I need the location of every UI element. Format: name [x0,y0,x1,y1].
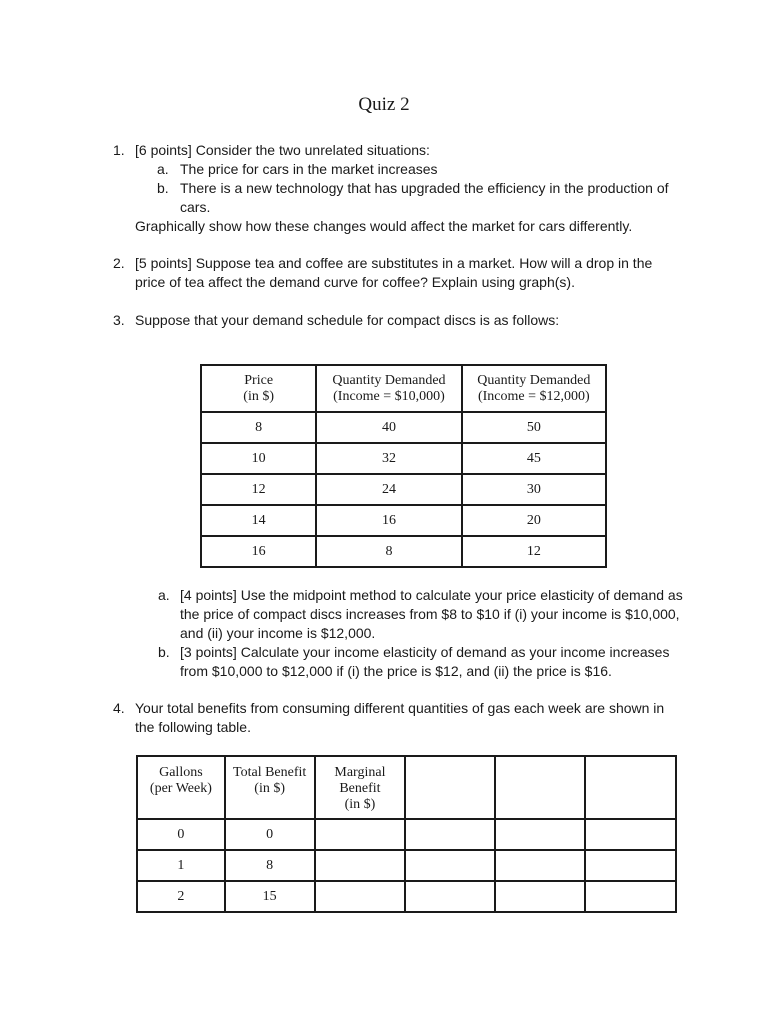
item-text: The price for cars in the market increases [180,161,438,177]
table-cell: 14 [201,505,316,536]
table-header: Price (in $) [201,365,316,412]
table-header-row [137,756,676,819]
table-cell [585,819,676,850]
table-cell [405,881,495,912]
demand-schedule-table [200,364,607,568]
table-header: Gallons (per Week) [137,756,225,819]
table-cell: 1 [137,850,225,881]
question-3 [113,311,683,330]
table-header [495,756,586,819]
table-cell: 10 [201,443,316,474]
table-cell: 32 [316,443,461,474]
question-text: Your total benefits from consuming different quantities of gas each week are shown in the following table. [135,700,665,735]
question-number: 4. [113,700,125,716]
question-3-parts [158,586,688,681]
table-header-row [201,365,606,412]
table-cell [495,819,586,850]
table-cell: 2 [137,881,225,912]
table-cell [315,881,406,912]
question-number: 2. [113,255,125,271]
question-text: [6 points] Consider the two unrelated situations: [135,142,430,158]
table-row [201,536,606,567]
table-cell: 8 [316,536,461,567]
item-text: [3 points] Calculate your income elasticity of demand as your income increases from $10,000 to $12,000 if (i) the price is $12, and (ii) the price is $16. [180,644,670,679]
table-header: Marginal Benefit (in $) [315,756,406,819]
page-title: Quiz 2 [358,94,410,115]
item-text: [4 points] Use the midpoint method to calculate your price elasticity of demand as the price of compact discs increases from $8 to $10 if (i) your income is $10,000, and (ii) your income is $12,000. [180,587,683,641]
table-cell [495,850,586,881]
question-closing: Graphically show how these changes would affect the market for cars differently. [135,218,633,234]
table-row [201,474,606,505]
question-text: [5 points] Suppose tea and coffee are substitutes in a market. How will a drop in the price of tea affect the demand curve for coffee? Explain using graph(s). [135,255,653,290]
table-cell: 50 [462,412,606,443]
benefits-table [136,755,677,913]
item-letter: b. [157,180,169,196]
table-cell [315,819,406,850]
table-cell: 30 [462,474,606,505]
table-cell: 24 [316,474,461,505]
table-cell: 0 [225,819,315,850]
table-cell [585,881,676,912]
question-number: 1. [113,142,125,158]
table-cell: 16 [316,505,461,536]
table-row [201,412,606,443]
table-cell: 16 [201,536,316,567]
question-text: Suppose that your demand schedule for compact discs is as follows: [135,312,560,328]
table-header: Quantity Demanded (Income = $10,000) [316,365,461,412]
question-4 [113,699,683,737]
table-row [137,819,676,850]
table-cell: 8 [225,850,315,881]
table-cell: 8 [201,412,316,443]
table-cell: 40 [316,412,461,443]
table-cell: 12 [201,474,316,505]
question-2 [113,254,683,292]
table-row [137,850,676,881]
table-row [137,881,676,912]
list-item [135,179,683,217]
table-row [201,443,606,474]
table-cell: 12 [462,536,606,567]
table-cell [405,850,495,881]
table-cell: 0 [137,819,225,850]
list-item [135,160,683,179]
table-cell: 45 [462,443,606,474]
table-cell [585,850,676,881]
table-header: Total Benefit (in $) [225,756,315,819]
table-header [585,756,676,819]
table-row [201,505,606,536]
question-number: 3. [113,312,125,328]
table-header [405,756,495,819]
table-cell: 20 [462,505,606,536]
item-letter: a. [157,161,169,177]
list-item [158,586,688,643]
item-letter: a. [158,587,170,603]
table-cell [315,850,406,881]
table-header: Quantity Demanded (Income = $12,000) [462,365,606,412]
table-cell: 15 [225,881,315,912]
list-item [158,643,688,681]
item-letter: b. [158,644,170,660]
table-cell [405,819,495,850]
question-1 [113,141,683,236]
table-cell [495,881,586,912]
item-text: There is a new technology that has upgraded the efficiency in the production of cars. [180,180,669,215]
